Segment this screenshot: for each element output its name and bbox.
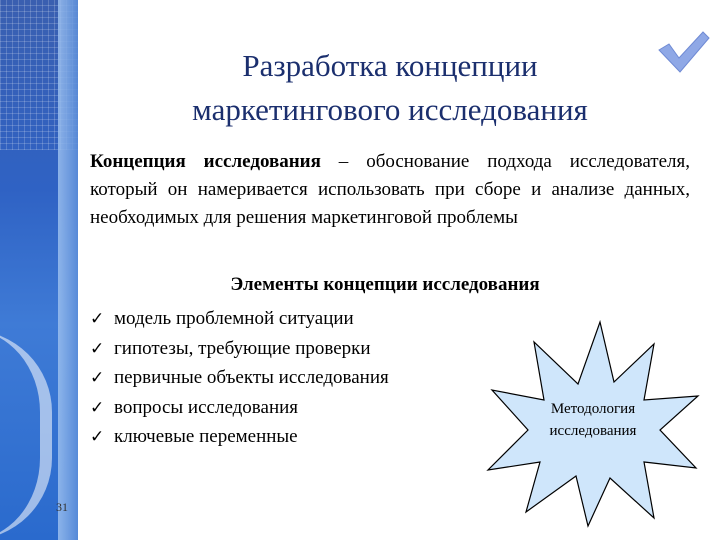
sidebar-strip	[58, 0, 78, 540]
elements-list	[90, 304, 389, 452]
definition-text: – обоснование подхода исследователя, который он намеривается использовать при сборе и анализе данных, необходимых для решения маркетинговой проблемы	[90, 151, 690, 228]
check-bullet-icon: ✓	[90, 338, 105, 358]
slide-title	[95, 44, 685, 132]
check-bullet-icon: ✓	[90, 309, 105, 328]
starburst-label	[515, 398, 671, 442]
list-item	[90, 334, 389, 364]
list-item-text: ключевые переменные	[114, 426, 298, 447]
definition-paragraph	[90, 148, 690, 232]
starburst-line-2: исследования	[549, 423, 637, 439]
title-line-2: маркетингового исследования	[192, 92, 588, 127]
definition-term: Концепция исследования	[90, 151, 321, 172]
list-item	[90, 393, 389, 423]
list-item-text: модель проблемной ситуации	[114, 308, 354, 329]
list-item	[90, 304, 389, 334]
list-item-text: первичные объекты исследования	[114, 367, 389, 388]
page-number: 31	[56, 500, 68, 514]
elements-heading: Элементы концепции исследования	[230, 274, 540, 295]
list-item-text: гипотезы, требующие проверки	[114, 337, 371, 359]
checkmark-icon	[655, 28, 711, 76]
title-line-1: Разработка концепции	[242, 48, 538, 83]
check-bullet-icon: ✓	[90, 368, 105, 387]
check-bullet-icon: ✓	[90, 427, 105, 446]
decorative-sidebar	[0, 0, 78, 540]
list-item-text: вопросы исследования	[114, 396, 299, 418]
list-item	[90, 422, 389, 452]
sidebar-swoosh	[0, 330, 52, 540]
list-item	[90, 363, 389, 393]
starburst-line-1: Методология	[550, 401, 636, 417]
check-bullet-icon: ✓	[90, 397, 105, 417]
